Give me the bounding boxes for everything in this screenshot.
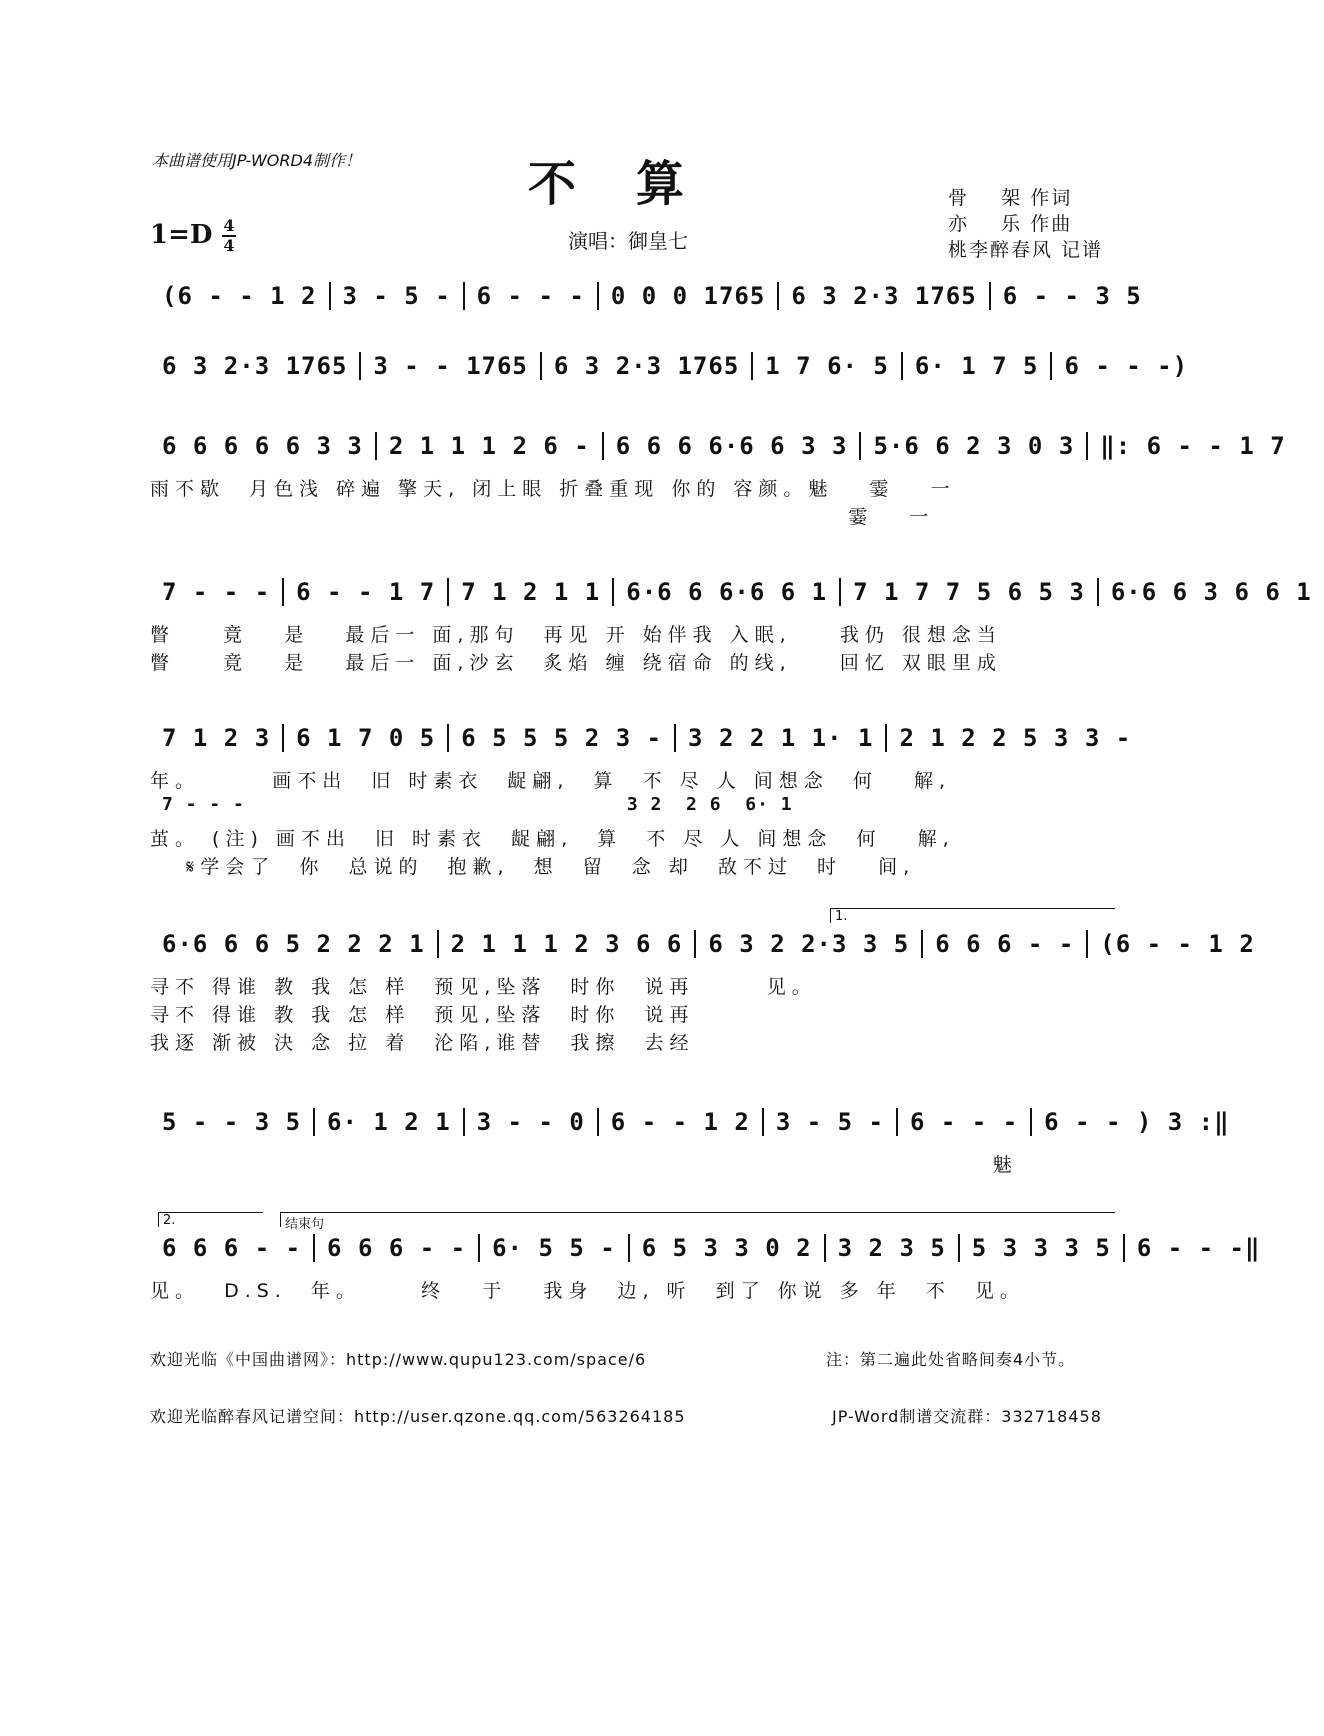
time-sig-top: 4 (223, 216, 235, 235)
lyric-line: 茧。 (注) 画不出 旧 时素衣 龊翩, 算 不 尽 人 间想念 何 解, (150, 828, 955, 850)
alt-measure: 3 2 2 6 6· 1 (626, 794, 793, 815)
measure: 3 - 5 - (331, 282, 465, 310)
lyric-line: 我逐 渐被 決 念 拉 着 沦陷,谁替 我擦 去经 (150, 1032, 695, 1054)
alt-notes (150, 794, 793, 815)
measure: 1 7 6· 5 (753, 352, 903, 380)
measure: 0 0 0 1765 (599, 282, 780, 310)
time-signature (222, 218, 236, 254)
notes-row-1 (150, 282, 1142, 310)
song-title: 不算 (527, 156, 744, 212)
measure: 7 - - - (150, 578, 284, 606)
measure: 6 3 2·3 1765 (150, 352, 361, 380)
lyric-line: 寻不 得谁 教 我 怎 样 预见,坠落 时你 说再 (150, 1004, 695, 1026)
measure: 3 - - 1765 (361, 352, 542, 380)
credit-lyricist: 骨 架 作词 (948, 187, 1073, 209)
lyric-line: 魅 (150, 1154, 1018, 1176)
lyric-line: 见。 D.S. 年。 终 于 我身 边, 听 到了 你说 多 年 不 见。 (150, 1280, 1025, 1302)
lyric-line: 寻不 得谁 教 我 怎 样 预见,坠落 时你 说再 见。 (150, 976, 817, 998)
notes-row-3 (150, 432, 1286, 460)
footer-link-qupu[interactable]: 欢迎光临《中国曲谱网》：http://www.qupu123.com/space/6 (150, 1350, 647, 1369)
lyric-line: 瞥 竟 是 最后一 面,沙玄 炙焰 缠 绕宿命 的线, 回忆 双眼里成 (150, 652, 1002, 674)
measure: (6 - - 1 2 (150, 282, 331, 310)
measure: 6 - - ) 3 :‖ (1044, 1108, 1230, 1136)
measure: 6· 1 7 5 (903, 352, 1053, 380)
measure: 6 1 7 0 5 (284, 724, 449, 752)
lyric-line: 年。 画不出 旧 时素衣 龊翩, 算 不 尽 人 间想念 何 解, (150, 770, 951, 792)
time-sig-bottom: 4 (223, 236, 235, 255)
measure: 6 3 2·3 1765 (542, 352, 753, 380)
measure: 6· 5 5 - (480, 1234, 630, 1262)
measure: 5 3 3 3 5 (960, 1234, 1125, 1262)
measure: 6 - - -) (1064, 352, 1189, 380)
measure: 6 6 6 6 6 3 3 (150, 432, 377, 460)
alt-measure: 7 - - - (162, 794, 245, 815)
measure: 6 - - - (898, 1108, 1032, 1136)
measure: 6 6 6 - - (923, 930, 1088, 958)
measure: 3 2 2 1 1· 1 (676, 724, 887, 752)
measure: ‖: 6 - - 1 7 (1100, 432, 1286, 460)
measure: (6 - - 1 2 (1100, 930, 1255, 958)
measure: 6 6 6 - - (315, 1234, 480, 1262)
notes-row-6 (150, 930, 1255, 958)
measure: 6 5 5 5 2 3 - (449, 724, 676, 752)
key-signature: 1=D (150, 220, 213, 250)
measure: 6 - - - (465, 282, 599, 310)
measure: 5 - - 3 5 (150, 1108, 315, 1136)
measure: 6 3 2·3 1765 (779, 282, 990, 310)
measure: 6 6 6 - - (150, 1234, 315, 1262)
lyric-line: 霎 一 (150, 506, 935, 528)
notes-row-4 (150, 578, 1312, 606)
measure: 3 2 3 5 (826, 1234, 960, 1262)
measure: 5·6 6 2 3 0 3 (861, 432, 1088, 460)
credit-transcriber: 桃李醉春风 记谱 (948, 239, 1104, 261)
measure: 6·6 6 6 5 2 2 2 1 (150, 930, 439, 958)
footer-note: 注：第二遍此处省略间奏4小节。 (826, 1350, 1076, 1369)
lyric-line: 𝄋学会了 你 总说的 抱歉, 想 留 念 却 敌不过 时 间, (150, 856, 916, 878)
measure: 7 1 2 1 1 (449, 578, 614, 606)
measure: 6 - - 1 2 (599, 1108, 764, 1136)
credit-composer: 亦 乐 作曲 (948, 213, 1073, 235)
measure: 7 1 7 7 5 6 5 3 (841, 578, 1099, 606)
measure: 3 - - 0 (465, 1108, 599, 1136)
notes-row-8 (150, 1234, 1261, 1262)
footer-group: JP-Word制谱交流群：332718458 (832, 1407, 1102, 1426)
notes-row-5 (150, 724, 1132, 752)
measure: 6 - - 1 7 (284, 578, 449, 606)
notes-row-2 (150, 352, 1189, 380)
measure: 2 1 1 1 2 3 6 6 (439, 930, 697, 958)
measure: 6· 1 2 1 (315, 1108, 465, 1136)
volta-2: 2. (158, 1212, 263, 1227)
ending-label: 结束句 (280, 1212, 1115, 1227)
measure: 6·6 6 3 6 6 1 (1110, 578, 1312, 606)
measure: 6 - - -‖ (1136, 1234, 1261, 1262)
notes-row-7 (150, 1108, 1230, 1136)
software-note: 本曲谱使用JP-WORD4制作！ (152, 151, 362, 170)
footer-link-qzone[interactable]: 欢迎光临醉春风记谱空间：http://user.qzone.qq.com/563264185 (150, 1407, 686, 1426)
measure: 6 - - 3 5 (1002, 282, 1142, 310)
measure: 6 3 2 2·3 3 5 (696, 930, 923, 958)
lyric-line: 瞥 竟 是 最后一 面,那句 再见 开 始伴我 入眠, 我仍 很想念当 (150, 624, 1002, 646)
measure: 6 6 6 6·6 6 3 3 (604, 432, 862, 460)
volta-1: 1. (830, 908, 1115, 923)
credits (948, 185, 1103, 263)
measure: 6 5 3 3 0 2 (630, 1234, 826, 1262)
singer: 演唱：御皇七 (568, 229, 688, 253)
measure: 2 1 1 1 2 6 - (377, 432, 604, 460)
measure: 2 1 2 2 5 3 3 - (899, 724, 1132, 752)
measure: 7 1 2 3 (150, 724, 284, 752)
measure: 3 - 5 - (764, 1108, 898, 1136)
lyric-line: 雨不歇 月色浅 碎遍 擎天, 闭上眼 折叠重现 你的 容颜。魅 霎 一 (150, 478, 956, 500)
measure: 6·6 6 6·6 6 1 (614, 578, 841, 606)
